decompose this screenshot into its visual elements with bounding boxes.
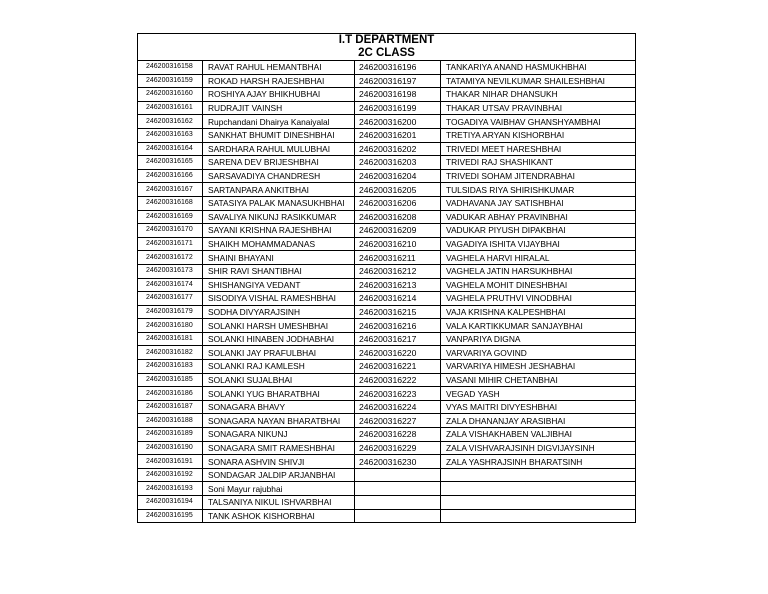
roll-number-b (355, 468, 441, 482)
student-name-a: ROSHIYA AJAY BHIKHUBHAI (203, 88, 355, 102)
table-row (138, 360, 636, 374)
student-name-b: VAGHELA JATIN HARSUKHBHAI (441, 264, 636, 278)
roll-number-b: 246200316208 (355, 210, 441, 224)
table-row (138, 496, 636, 510)
roll-number-b: 246200316202 (355, 142, 441, 156)
student-name-a: SARDHARA RAHUL MULUBHAI (203, 142, 355, 156)
roll-number-b: 246200316220 (355, 346, 441, 360)
student-name-b (441, 509, 636, 523)
roll-number-a: 246200316182 (138, 346, 203, 360)
table-row (138, 156, 636, 170)
roll-number-a: 246200316179 (138, 305, 203, 319)
student-name-a: SHIR RAVI SHANTIBHAI (203, 264, 355, 278)
student-name-a: SHISHANGIYA VEDANT (203, 278, 355, 292)
student-name-a: SAVALIYA NIKUNJ RASIKKUMAR (203, 210, 355, 224)
roll-number-b: 246200316196 (355, 61, 441, 75)
student-name-b: TANKARIYA ANAND HASMUKHBHAI (441, 61, 636, 75)
roll-number-b: 246200316212 (355, 264, 441, 278)
roll-number-b: 246200316203 (355, 156, 441, 170)
table-row (138, 128, 636, 142)
student-name-b (441, 496, 636, 510)
student-name-b (441, 482, 636, 496)
roll-number-b: 246200316197 (355, 74, 441, 88)
table-row (138, 400, 636, 414)
table-row (138, 196, 636, 210)
student-name-a: TANK ASHOK KISHORBHAI (203, 509, 355, 523)
roll-number-a: 246200316194 (138, 496, 203, 510)
student-name-a: Rupchandani Dhairya Kanaiyalal (203, 115, 355, 129)
student-name-a: SANKHAT BHUMIT DINESHBHAI (203, 128, 355, 142)
roll-number-a: 246200316168 (138, 196, 203, 210)
student-name-a: SODHA DIVYARAJSINH (203, 305, 355, 319)
student-name-a: SATASIYA PALAK MANASUKHBHAI (203, 196, 355, 210)
table-row (138, 210, 636, 224)
roll-number-b (355, 482, 441, 496)
table-row (138, 387, 636, 401)
student-name-a: SONAGARA SMIT RAMESHBHAI (203, 441, 355, 455)
roll-number-a: 246200316165 (138, 156, 203, 170)
roll-number-a: 246200316174 (138, 278, 203, 292)
table-row (138, 264, 636, 278)
table-row (138, 292, 636, 306)
student-name-b: ZALA DHANANJAY ARASIBHAI (441, 414, 636, 428)
roll-number-a: 246200316161 (138, 101, 203, 115)
roll-number-b: 246200316227 (355, 414, 441, 428)
roll-number-b: 246200316199 (355, 101, 441, 115)
roll-number-b: 246200316217 (355, 332, 441, 346)
roll-number-b: 246200316222 (355, 373, 441, 387)
student-name-b: VAGHELA MOHIT DINESHBHAI (441, 278, 636, 292)
student-name-a: SONAGARA NAYAN BHARATBHAI (203, 414, 355, 428)
student-name-a: SHAINI BHAYANI (203, 251, 355, 265)
table-row (138, 101, 636, 115)
header-row-class (138, 47, 636, 61)
roll-number-b: 246200316229 (355, 441, 441, 455)
student-name-a: SAYANI KRISHNA RAJESHBHAI (203, 224, 355, 238)
roll-number-b: 246200316198 (355, 88, 441, 102)
roll-number-b: 246200316210 (355, 237, 441, 251)
table-row (138, 332, 636, 346)
student-name-b: TULSIDAS RIYA SHIRISHKUMAR (441, 183, 636, 197)
student-name-b: VADUKAR PIYUSH DIPAKBHAI (441, 224, 636, 238)
table-row (138, 169, 636, 183)
roll-number-b: 246200316228 (355, 428, 441, 442)
roll-number-b: 246200316201 (355, 128, 441, 142)
roll-number-b (355, 509, 441, 523)
student-name-b: VALA KARTIKKUMAR SANJAYBHAI (441, 319, 636, 333)
table-row (138, 74, 636, 88)
roll-number-b: 246200316211 (355, 251, 441, 265)
student-name-a: Soni Mayur rajubhai (203, 482, 355, 496)
roll-number-a: 246200316192 (138, 468, 203, 482)
table-row (138, 468, 636, 482)
roll-number-a: 246200316188 (138, 414, 203, 428)
student-name-b: VAGADIYA ISHITA VIJAYBHAI (441, 237, 636, 251)
student-name-a: SONAGARA BHAVY (203, 400, 355, 414)
roll-number-b: 246200316200 (355, 115, 441, 129)
student-name-b: TRIVEDI RAJ SHASHIKANT (441, 156, 636, 170)
roll-number-a: 246200316195 (138, 509, 203, 523)
roll-number-b: 246200316213 (355, 278, 441, 292)
roll-number-a: 246200316187 (138, 400, 203, 414)
student-name-a: RAVAT RAHUL HEMANTBHAI (203, 61, 355, 75)
roll-number-a: 246200316191 (138, 455, 203, 469)
student-name-a: SHAIKH MOHAMMADANAS (203, 237, 355, 251)
roll-number-a: 246200316166 (138, 169, 203, 183)
roll-number-a: 246200316190 (138, 441, 203, 455)
roll-number-a: 246200316189 (138, 428, 203, 442)
student-name-a: SOLANKI HARSH UMESHBHAI (203, 319, 355, 333)
student-name-a: SARENA DEV BRIJESHBHAI (203, 156, 355, 170)
student-name-a: SOLANKI RAJ KAMLESH (203, 360, 355, 374)
student-name-b: VASANI MIHIR CHETANBHAI (441, 373, 636, 387)
table-row (138, 346, 636, 360)
student-name-b: VANPARIYA DIGNA (441, 332, 636, 346)
roll-number-a: 246200316186 (138, 387, 203, 401)
student-name-b: VEGAD YASH (441, 387, 636, 401)
table-row (138, 61, 636, 75)
student-name-b: THAKAR NIHAR DHANSUKH (441, 88, 636, 102)
table-row (138, 278, 636, 292)
table-row (138, 428, 636, 442)
student-name-a: SOLANKI SUJALBHAI (203, 373, 355, 387)
student-name-b: TRIVEDI MEET HARESHBHAI (441, 142, 636, 156)
roll-number-a: 246200316173 (138, 264, 203, 278)
student-name-b: TRETIYA ARYAN KISHORBHAI (441, 128, 636, 142)
student-name-a: SONDAGAR JALDIP ARJANBHAI (203, 468, 355, 482)
student-name-b: VADUKAR ABHAY PRAVINBHAI (441, 210, 636, 224)
student-name-a: SARSAVADIYA CHANDRESH (203, 169, 355, 183)
student-name-b: ZALA VISHVARAJSINH DIGVIJAYSINH (441, 441, 636, 455)
table-row (138, 373, 636, 387)
roll-number-a: 246200316170 (138, 224, 203, 238)
roll-number-b: 246200316209 (355, 224, 441, 238)
table-row (138, 441, 636, 455)
roll-number-b: 246200316204 (355, 169, 441, 183)
student-name-a: SARTANPARA ANKITBHAI (203, 183, 355, 197)
roll-number-a: 246200316180 (138, 319, 203, 333)
roll-number-a: 246200316162 (138, 115, 203, 129)
student-name-b (441, 468, 636, 482)
table-row (138, 183, 636, 197)
student-list-body (138, 34, 636, 523)
roll-number-b: 246200316221 (355, 360, 441, 374)
roll-number-a: 246200316164 (138, 142, 203, 156)
header-row-department (138, 34, 636, 48)
roll-number-b: 246200316230 (355, 455, 441, 469)
class-title: 2C CLASS (138, 47, 636, 61)
table-row (138, 224, 636, 238)
roll-number-b: 246200316224 (355, 400, 441, 414)
roll-number-a: 246200316171 (138, 237, 203, 251)
student-name-b: ZALA VISHAKHABEN VALJIBHAI (441, 428, 636, 442)
student-name-a: RUDRAJIT VAINSH (203, 101, 355, 115)
roll-number-a: 246200316160 (138, 88, 203, 102)
student-name-a: SISODIYA VISHAL RAMESHBHAI (203, 292, 355, 306)
roll-number-a: 246200316181 (138, 332, 203, 346)
table-row (138, 319, 636, 333)
roll-number-a: 246200316159 (138, 74, 203, 88)
roll-number-b: 246200316205 (355, 183, 441, 197)
roll-number-b: 246200316216 (355, 319, 441, 333)
roll-number-b: 246200316223 (355, 387, 441, 401)
roll-number-a: 246200316177 (138, 292, 203, 306)
table-row (138, 509, 636, 523)
student-name-a: SOLANKI YUG BHARATBHAI (203, 387, 355, 401)
roll-number-b: 246200316214 (355, 292, 441, 306)
table-row (138, 251, 636, 265)
roll-number-a: 246200316172 (138, 251, 203, 265)
table-row (138, 237, 636, 251)
student-name-b: VARVARIYA HIMESH JESHABHAI (441, 360, 636, 374)
student-name-a: SOLANKI JAY PRAFULBHAI (203, 346, 355, 360)
table-row (138, 115, 636, 129)
table-row (138, 305, 636, 319)
roll-number-a: 246200316163 (138, 128, 203, 142)
student-name-a: SONARA ASHVIN SHIVJI (203, 455, 355, 469)
table-row (138, 414, 636, 428)
student-name-b: VAGHELA HARVI HIRALAL (441, 251, 636, 265)
roll-number-a: 246200316183 (138, 360, 203, 374)
roll-number-a: 246200316169 (138, 210, 203, 224)
student-name-a: SONAGARA NIKUNJ (203, 428, 355, 442)
table-row (138, 142, 636, 156)
roll-number-a: 246200316193 (138, 482, 203, 496)
roll-number-a: 246200316185 (138, 373, 203, 387)
student-name-b: VADHAVANA JAY SATISHBHAI (441, 196, 636, 210)
table-row (138, 455, 636, 469)
roll-number-a: 246200316158 (138, 61, 203, 75)
student-name-a: ROKAD HARSH RAJESHBHAI (203, 74, 355, 88)
roll-number-a: 246200316167 (138, 183, 203, 197)
student-name-a: TALSANIYA NIKUL ISHVARBHAI (203, 496, 355, 510)
student-name-b: ZALA YASHRAJSINH BHARATSINH (441, 455, 636, 469)
student-list-table (137, 33, 636, 523)
student-name-b: THAKAR UTSAV PRAVINBHAI (441, 101, 636, 115)
table-row (138, 88, 636, 102)
student-name-b: VAJA KRISHNA KALPESHBHAI (441, 305, 636, 319)
student-name-b: TATAMIYA NEVILKUMAR SHAILESHBHAI (441, 74, 636, 88)
department-title: I.T DEPARTMENT (138, 34, 636, 48)
student-name-b: VAGHELA PRUTHVI VINODBHAI (441, 292, 636, 306)
roll-number-b: 246200316215 (355, 305, 441, 319)
student-name-b: VYAS MAITRI DIVYESHBHAI (441, 400, 636, 414)
student-name-b: TOGADIYA VAIBHAV GHANSHYAMBHAI (441, 115, 636, 129)
table-row (138, 482, 636, 496)
student-name-b: VARVARIYA GOVIND (441, 346, 636, 360)
student-name-a: SOLANKI HINABEN JODHABHAI (203, 332, 355, 346)
roll-number-b (355, 496, 441, 510)
student-name-b: TRIVEDI SOHAM JITENDRABHAI (441, 169, 636, 183)
roll-number-b: 246200316206 (355, 196, 441, 210)
